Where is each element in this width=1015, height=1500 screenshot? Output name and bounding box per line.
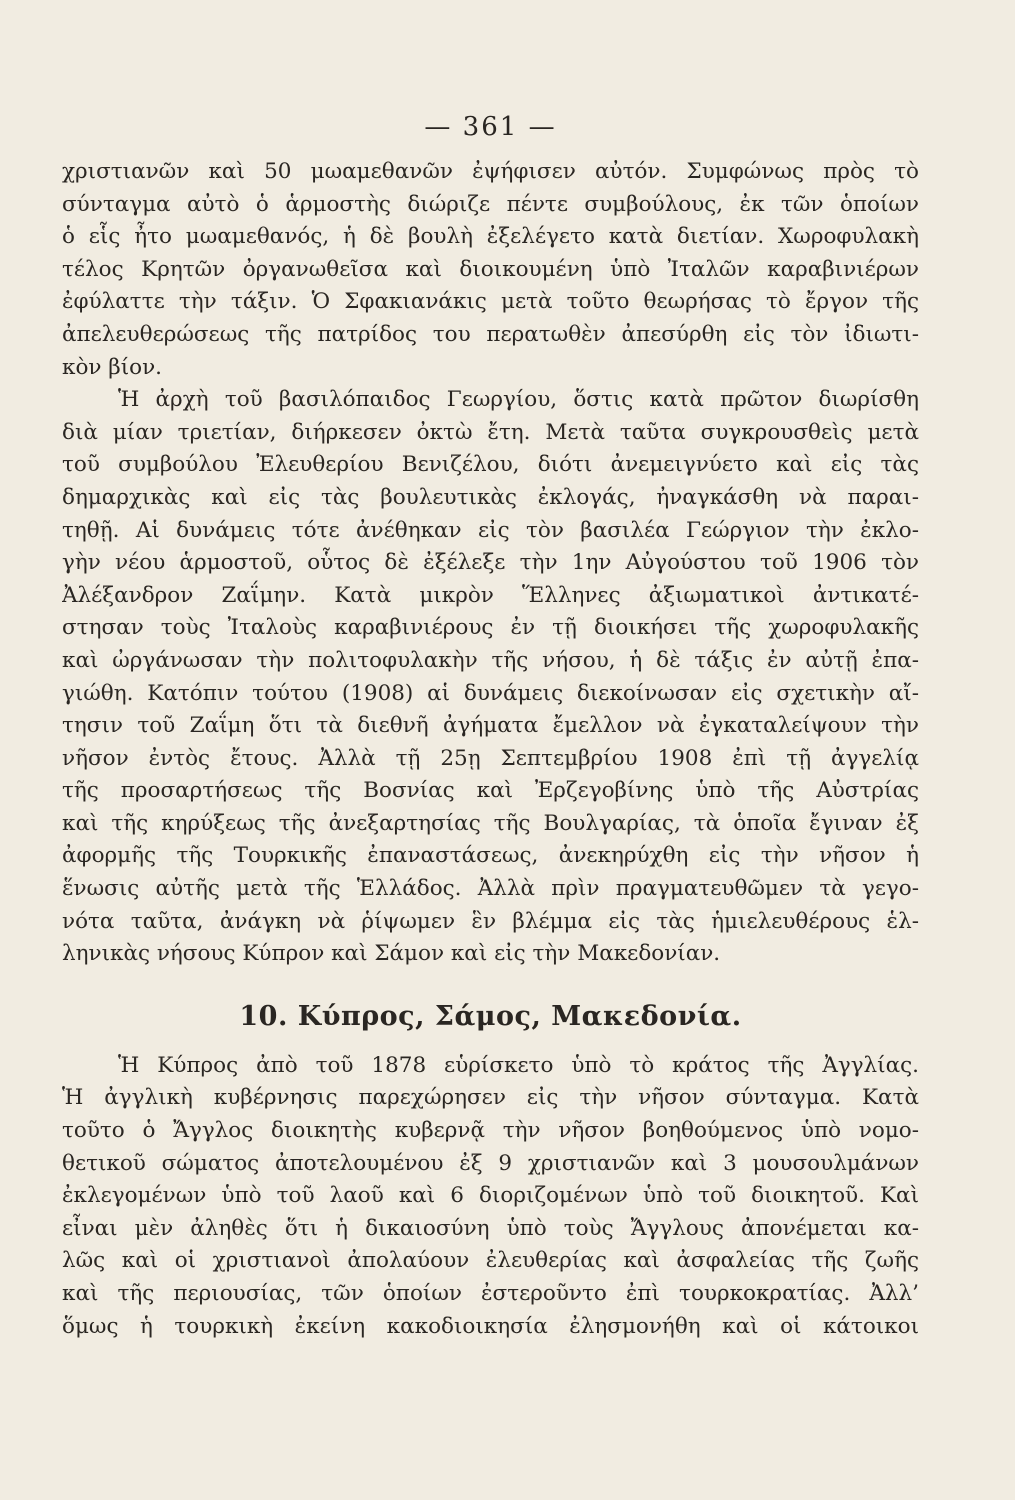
- text-line: τησιν τοῦ Ζαΐμη ὅτι τὰ διεθνῆ ἀγήματα ἔμελλον νὰ ἐγκαταλείψουν τὴν: [62, 713, 919, 739]
- text-line: στησαν τοὺς Ἰταλοὺς καραβινιέρους ἐν τῇ διοικήσει τῆς χωροφυλακῆς: [62, 615, 919, 641]
- paragraph-1: [62, 156, 919, 384]
- text-line: ὅμως ἡ τουρκικὴ ἐκείνη κακοδιοικησία ἐλησμονήθη καὶ οἱ κάτοικοι: [62, 1313, 919, 1339]
- text-line: ἐκλεγομένων ὑπὸ τοῦ λαοῦ καὶ 6 διοριζομένων ὑπὸ τοῦ διοικητοῦ. Καὶ: [62, 1183, 919, 1209]
- text-line: ἐφύλαττε τὴν τάξιν. Ὁ Σφακιανάκις μετὰ τοῦτο θεωρήσας τὸ ἔργον τῆς: [62, 289, 919, 315]
- text-line: λῶς καὶ οἱ χριστιανοὶ ἀπολαύουν ἐλευθερίας καὶ ἀσφαλείας τῆς ζωῆς: [62, 1248, 919, 1274]
- text-line: γιώθη. Κατόπιν τούτου (1908) αἱ δυνάμεις διεκοίνωσαν εἰς σχετικὴν αἴ-: [62, 680, 919, 706]
- paragraph-3: [62, 1050, 919, 1343]
- text-line: τῆς προσαρτήσεως τῆς Βοσνίας καὶ Ἐρζεγοβίνης ὑπὸ τῆς Αὐστρίας: [62, 778, 919, 804]
- text-line: τοῦ συμβούλου Ἐλευθερίου Βενιζέλου, διότι ἀνεμειγνύετο καὶ εἰς τὰς: [62, 452, 919, 478]
- text-line: θετικοῦ σώματος ἀποτελουμένου ἐξ 9 χριστιανῶν καὶ 3 μουσουλμάνων: [62, 1150, 919, 1176]
- text-line: Ἡ ἀγγλικὴ κυβέρνησις παρεχώρησεν εἰς τὴν νῆσον σύνταγμα. Κατὰ: [62, 1085, 919, 1111]
- text-line: νῆσον ἐντὸς ἔτους. Ἀλλὰ τῇ 25ῃ Σεπτεμβρίου 1908 ἐπὶ τῇ ἀγγελίᾳ: [62, 745, 919, 771]
- text-line: τοῦτο ὁ Ἄγγλος διοικητὴς κυβερνᾷ τὴν νῆσον βοηθούμενος ὑπὸ νομο-: [62, 1118, 919, 1144]
- paragraph-2: [62, 384, 919, 971]
- text-line: τέλος Κρητῶν ὀργανωθεῖσα καὶ διοικουμένη ὑπὸ Ἰταλῶν καραβινιέρων: [62, 256, 919, 282]
- text-line: νότα ταῦτα, ἀνάγκη νὰ ῥίψωμεν ἓν βλέμμα εἰς τὰς ἡμιελευθέρους ἑλ-: [62, 908, 919, 934]
- text-line: ἀπελευθερώσεως τῆς πατρίδος του περατωθὲν ἀπεσύρθη εἰς τὸν ἰδιωτι-: [62, 321, 919, 347]
- text-line: καὶ τῆς περιουσίας, τῶν ὁποίων ἐστεροῦντο ἐπὶ τουρκοκρατίας. Ἀλλ’: [62, 1281, 919, 1306]
- text-line: ἕνωσις αὐτῆς μετὰ τῆς Ἑλλάδος. Ἀλλὰ πρὶν πραγματευθῶμεν τὰ γεγο-: [62, 876, 919, 902]
- text-line: Ἡ Κύπρος ἀπὸ τοῦ 1878 εὑρίσκετο ὑπὸ τὸ κράτος τῆς Ἀγγλίας.: [118, 1052, 919, 1078]
- text-line: διὰ μίαν τριετίαν, διήρκεσεν ὀκτὼ ἔτη. Μετὰ ταῦτα συγκρουσθεὶς μετὰ: [62, 419, 919, 445]
- text-line: ὁ εἷς ἦτο μωαμεθανός, ἡ δὲ βουλὴ ἐξελέγετο κατὰ διετίαν. Χωροφυλακὴ: [62, 224, 919, 250]
- text-line: σύνταγμα αὐτὸ ὁ ἁρμοστὴς διώριζε πέντε συμβούλους, ἐκ τῶν ὁποίων: [62, 191, 919, 217]
- text-line: Ἡ ἀρχὴ τοῦ βασιλόπαιδος Γεωργίου, ὅστις κατὰ πρῶτον διωρίσθη: [118, 387, 919, 413]
- text-line: καὶ ὠργάνωσαν τὴν πολιτοφυλακὴν τῆς νήσου, ἡ δὲ τάξις ἐν αὐτῇ ἐπα-: [62, 647, 919, 673]
- text-line: τηθῇ. Αἱ δυνάμεις τότε ἀνέθηκαν εἰς τὸν βασιλέα Γεώργιον τὴν ἐκλο-: [62, 517, 919, 543]
- text-line: ληνικὰς νήσους Κύπρον καὶ Σάμον καὶ εἰς τὴν Μακεδονίαν.: [62, 941, 721, 967]
- section-heading: 10. Κύπρος, Σάμος, Μακεδονία.: [239, 1000, 742, 1032]
- text-line: ἀφορμῆς τῆς Τουρκικῆς ἐπαναστάσεως, ἀνεκηρύχθη εἰς τὴν νῆσον ἡ: [62, 843, 919, 869]
- text-line: δημαρχικὰς καὶ εἰς τὰς βουλευτικὰς ἐκλογάς, ἠναγκάσθη νὰ παραι-: [62, 484, 919, 510]
- text-line: εἶναι μὲν ἀληθὲς ὅτι ἡ δικαιοσύνη ὑπὸ τοὺς Ἄγγλους ἀπονέμεται κα-: [62, 1215, 919, 1241]
- text-line: κὸν βίον.: [62, 354, 162, 380]
- text-line: χριστιανῶν καὶ 50 μωαμεθανῶν ἐψήφισεν αὐτόν. Συμφώνως πρὸς τὸ: [62, 159, 919, 184]
- text-line: Ἀλέξανδρον Ζαΐμην. Κατὰ μικρὸν Ἕλληνες ἀξιωματικοὶ ἀντικατέ-: [62, 582, 919, 608]
- page-number: — 361 —: [424, 112, 557, 142]
- text-line: καὶ τῆς κηρύξεως τῆς ἀνεξαρτησίας τῆς Βουλγαρίας, τὰ ὁποῖα ἔγιναν ἐξ: [62, 810, 919, 836]
- text-line: γὴν νέου ἁρμοστοῦ, οὗτος δὲ ἐξέλεξε τὴν 1ην Αὐγούστου τοῦ 1906 τὸν: [62, 550, 919, 576]
